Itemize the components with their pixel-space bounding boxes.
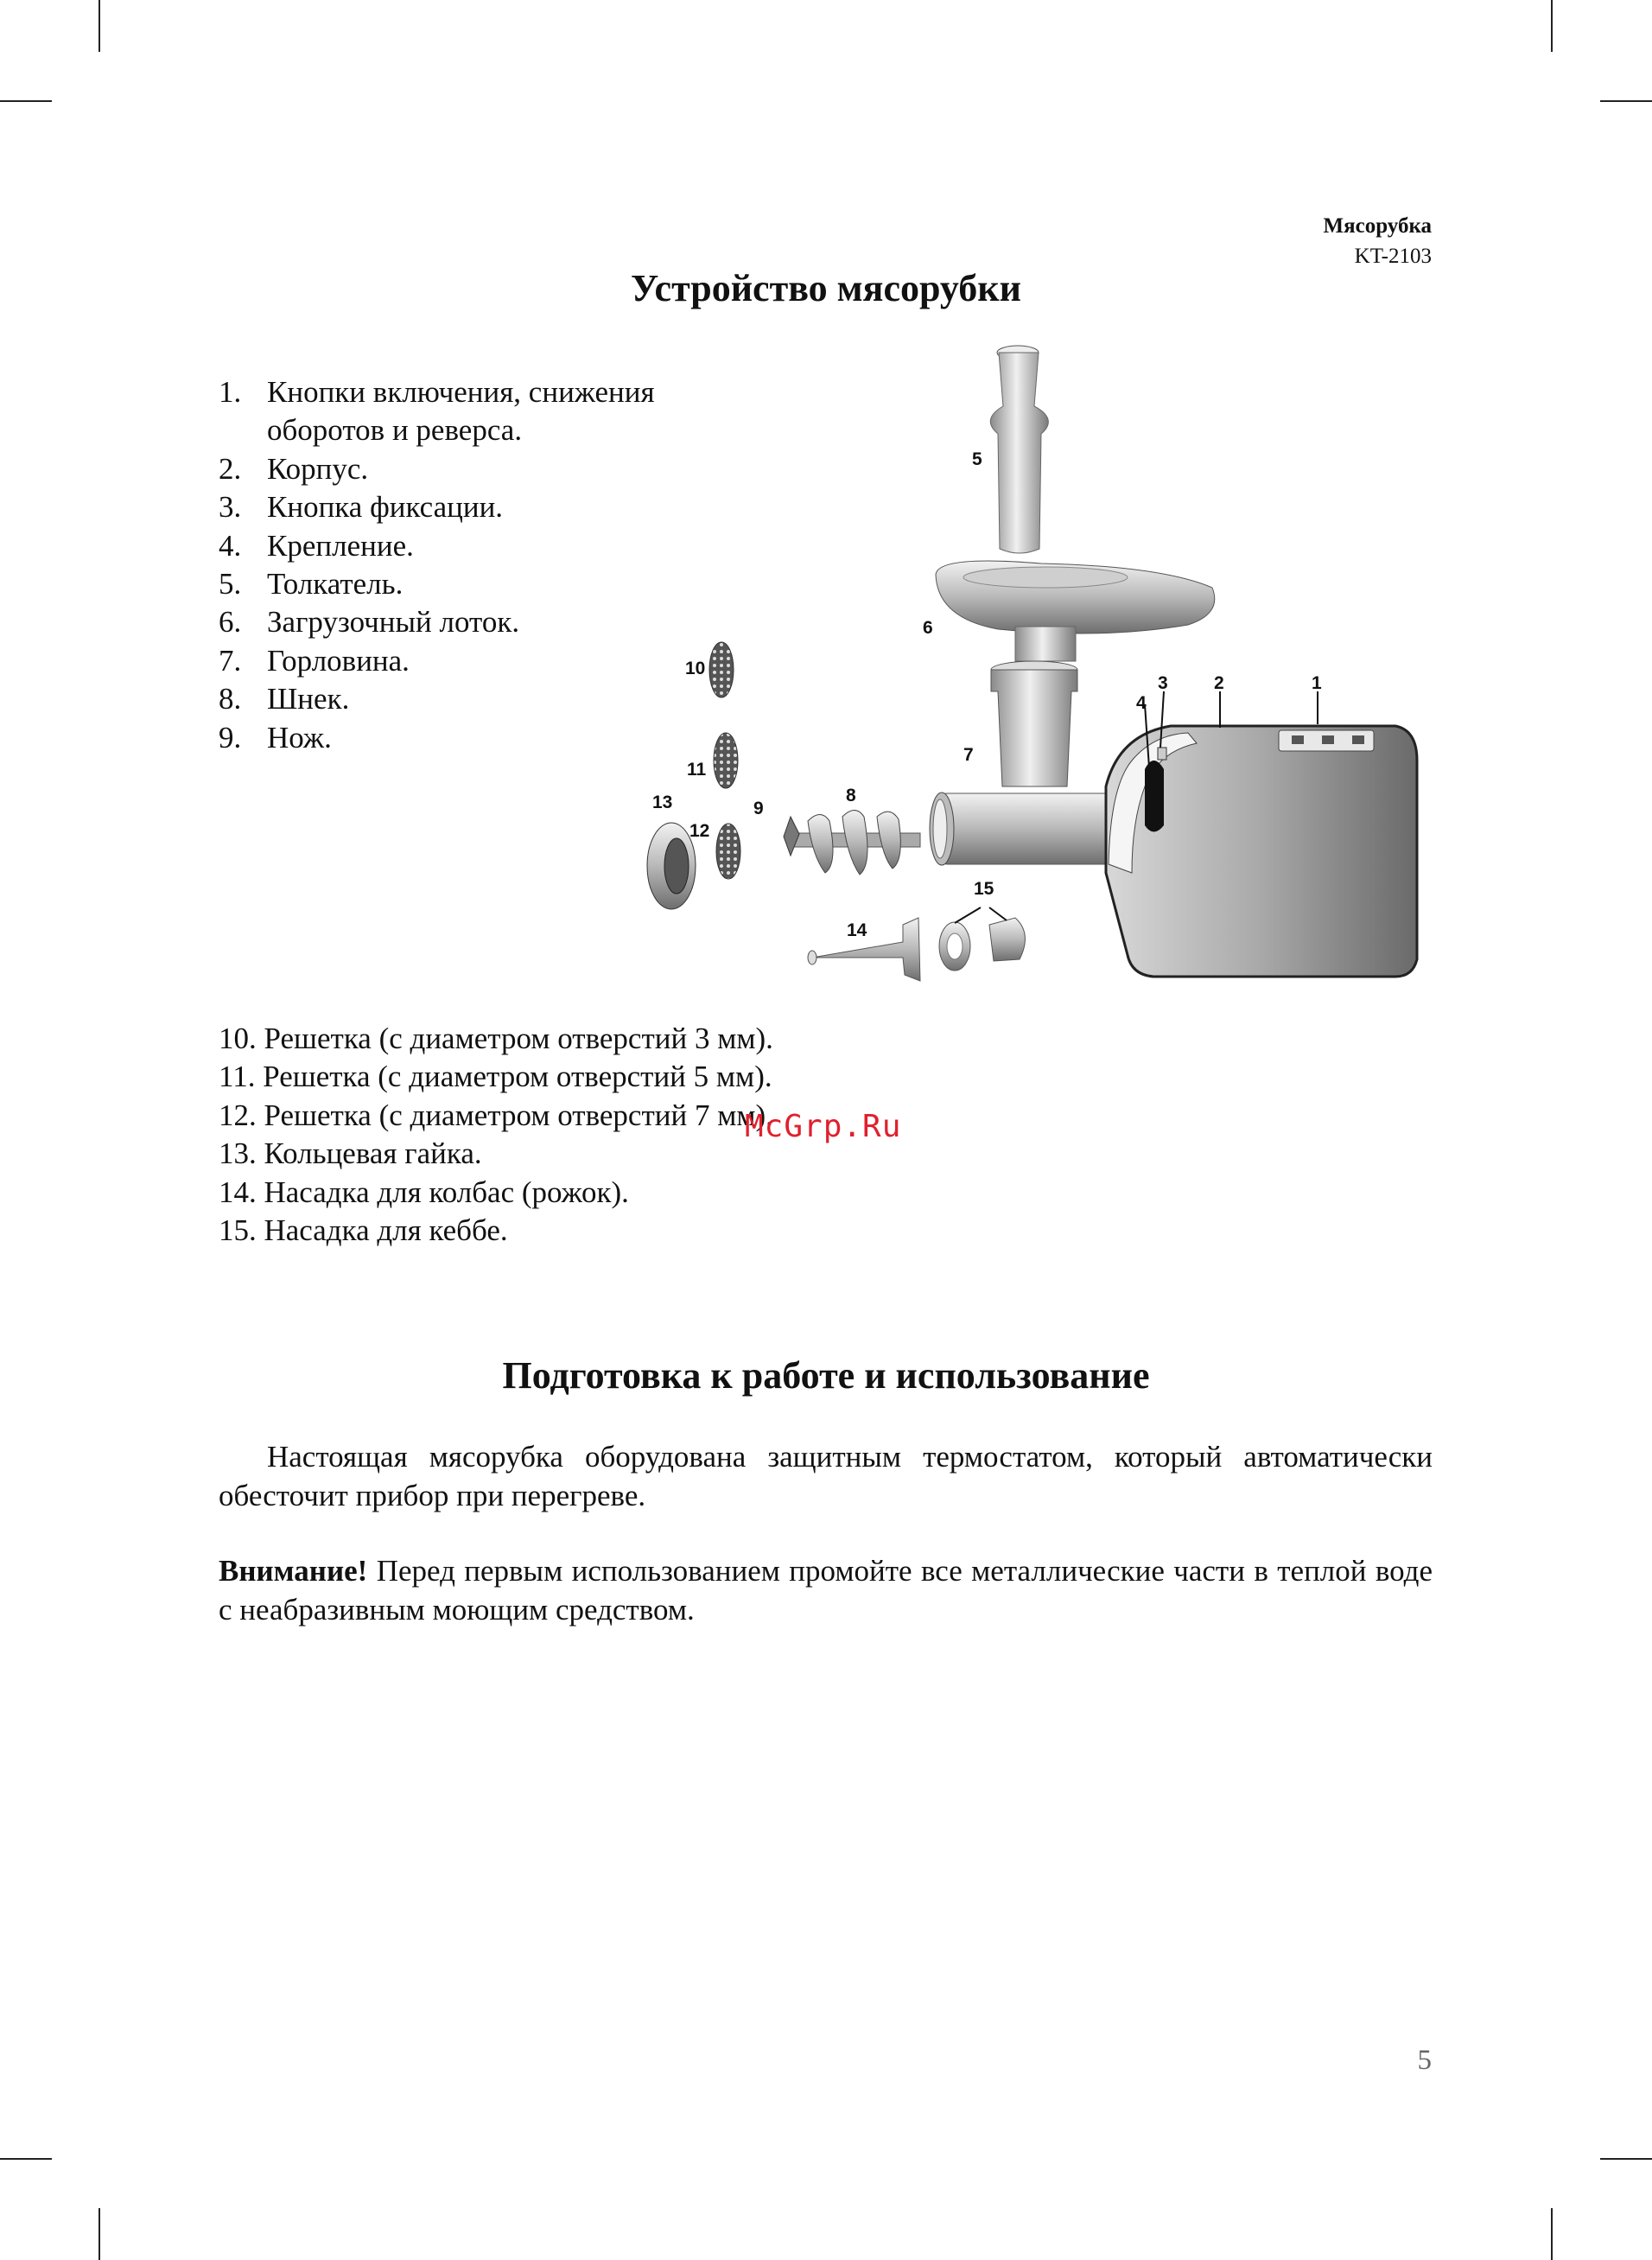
paragraph-warning	[219, 1552, 1433, 1629]
diagram-label-12: 12	[689, 821, 710, 841]
crop-mark	[1600, 100, 1652, 102]
list-item-text: Корпус.	[267, 451, 369, 486]
grid-7mm	[716, 824, 740, 879]
watermark: McGrp.Ru	[745, 1109, 902, 1144]
parts-list-bottom	[219, 1020, 773, 1250]
list-item-text: Горловина.	[267, 643, 410, 678]
diagram-label-10: 10	[685, 659, 706, 678]
knife	[784, 817, 799, 856]
list-item-number: 7.	[219, 643, 242, 678]
diagram-label-11: 11	[687, 760, 707, 780]
list-item-text: Загрузочный лоток.	[267, 605, 520, 640]
section-title-preparation: Подготовка к работе и использование	[502, 1354, 1150, 1397]
crop-mark	[1551, 0, 1553, 52]
paragraph-thermostat	[219, 1438, 1433, 1515]
list-item: 13. Кольцевая гайка.	[219, 1136, 482, 1171]
crop-mark	[98, 2208, 100, 2260]
meat-grinder-exploded-diagram	[635, 337, 1430, 1011]
diagram-label-8: 8	[846, 786, 856, 805]
list-item-number: 6.	[219, 605, 242, 640]
diagram-label-2: 2	[1214, 673, 1224, 693]
diagram-label-13: 13	[652, 793, 673, 812]
list-item	[219, 373, 655, 411]
ring-nut	[647, 823, 696, 909]
crop-mark	[1551, 2208, 1553, 2260]
list-item-number: 3.	[219, 490, 242, 525]
list-item	[219, 488, 655, 526]
kebbe-attachment	[939, 918, 1025, 971]
list-item-number: 9.	[219, 720, 242, 754]
list-item-text: Толкатель.	[267, 567, 403, 602]
list-item-text: Кнопки включения, снижения	[267, 375, 655, 409]
list-item-number: 1.	[219, 375, 242, 409]
list-item-number: 8.	[219, 682, 242, 716]
list-item	[219, 680, 655, 718]
crop-mark	[0, 100, 52, 102]
list-item-text: Кнопка фиксации.	[267, 490, 504, 525]
header-title: Мясорубка	[1323, 214, 1432, 238]
list-item	[219, 642, 655, 680]
section-title-device: Устройство мясорубки	[631, 267, 1021, 309]
page-number: 5	[1417, 2045, 1432, 2076]
auger	[791, 811, 920, 875]
list-item	[219, 411, 655, 449]
list-item-text: Нож.	[267, 720, 332, 754]
crop-mark	[0, 2158, 52, 2160]
diagram-label-9: 9	[753, 799, 764, 818]
list-item	[219, 527, 655, 565]
list-item-number: 5.	[219, 567, 242, 602]
diagram-label-7: 7	[963, 745, 974, 765]
paragraph-text: Настоящая мясорубка оборудована защитным термостатом, который автоматически обесточит прибор при перегреве.	[219, 1440, 1433, 1512]
list-item	[219, 565, 655, 603]
list-item-text: Шнек.	[267, 682, 350, 716]
list-item: 15. Насадка для кеббе.	[219, 1213, 508, 1248]
list-item: 14. Насадка для колбас (рожок).	[219, 1175, 629, 1209]
crop-mark	[1600, 2158, 1652, 2160]
list-item	[219, 719, 655, 757]
diagram-label-15: 15	[974, 879, 994, 899]
parts-list-top	[219, 373, 655, 757]
diagram-label-6: 6	[923, 618, 933, 638]
list-item	[219, 450, 655, 488]
list-item-text: оборотов и реверса.	[267, 413, 523, 448]
pusher	[990, 346, 1048, 553]
diagram-label-1: 1	[1312, 673, 1322, 693]
loading-tray	[936, 561, 1215, 661]
grid-3mm	[709, 642, 734, 697]
list-item: 10. Решетка (с диаметром отверстий 3 мм).	[219, 1022, 773, 1055]
paragraph-text: Перед первым использованием промойте все металлические части в теплой воде с неабразивным моющим средством.	[219, 1554, 1433, 1627]
list-item-text: Крепление.	[267, 528, 414, 563]
grinder-neck	[930, 661, 1115, 865]
motor-housing	[1106, 726, 1417, 977]
list-item	[219, 603, 655, 641]
list-item: 11. Решетка (с диаметром отверстий 5 мм).	[219, 1060, 772, 1094]
list-item: 12. Решетка (с диаметром отверстий 7 мм).	[219, 1098, 773, 1132]
diagram-label-4: 4	[1136, 693, 1147, 713]
diagram-label-3: 3	[1158, 673, 1168, 693]
warning-label: Внимание!	[219, 1554, 368, 1588]
list-item-number: 4.	[219, 528, 242, 563]
diagram-label-5: 5	[972, 449, 982, 469]
diagram-label-14: 14	[847, 920, 867, 940]
grid-5mm	[714, 733, 738, 788]
list-item-number: 2.	[219, 451, 242, 486]
header-model: KT-2103	[1354, 245, 1432, 268]
crop-mark	[98, 0, 100, 52]
